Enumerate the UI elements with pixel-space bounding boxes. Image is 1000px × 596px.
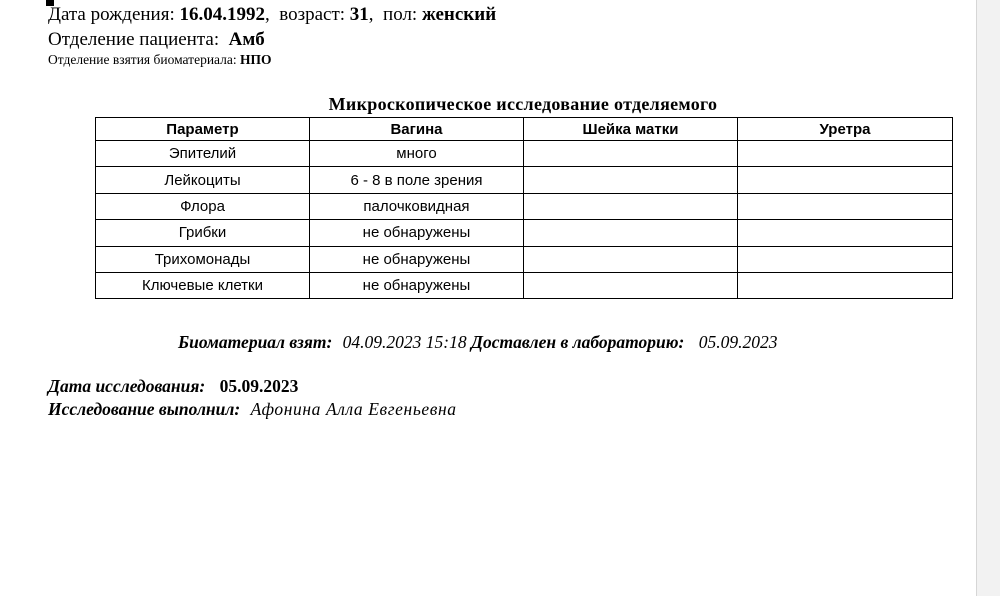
cell-urethra: [738, 167, 953, 193]
header-vagina: Вагина: [310, 118, 524, 141]
cell-vagina: не обнаружены: [310, 272, 524, 298]
performer-label: Исследование выполнил:: [48, 399, 241, 419]
cell-urethra: [738, 193, 953, 219]
biomat-dept-value: НПО: [240, 52, 272, 67]
cell-cervix: [524, 272, 738, 298]
cell-vagina: много: [310, 141, 524, 167]
header-parameter: Параметр: [96, 118, 310, 141]
cell-vagina: 6 - 8 в поле зрения: [310, 167, 524, 193]
birth-line: Дата рождения: 16.04.1992, возраст: 31, пол: женский: [48, 4, 497, 25]
cell-parameter: Эпителий: [96, 141, 310, 167]
study-date-value: 05.09.2023: [219, 376, 299, 396]
birth-label: Дата рождения:: [48, 4, 175, 25]
cell-vagina: палочковидная: [310, 193, 524, 219]
table-row: [96, 272, 953, 298]
cell-urethra: [738, 272, 953, 298]
table-row: [96, 246, 953, 272]
cell-urethra: [738, 220, 953, 246]
table-title: Микроскопическое исследование отделяемого: [328, 94, 718, 114]
header-cervix: Шейка матки: [524, 118, 738, 141]
study-date-label: Дата исследования:: [48, 376, 206, 396]
patient-dept-line: [48, 29, 265, 51]
cell-parameter: Трихомонады: [96, 246, 310, 272]
patient-dept-label: Отделение пациента:: [48, 29, 220, 50]
cell-vagina: не обнаружены: [310, 246, 524, 272]
age-value: 31: [349, 4, 369, 25]
cell-cervix: [524, 246, 738, 272]
table-row: [96, 193, 953, 219]
cell-cervix: [524, 193, 738, 219]
cell-cervix: [524, 141, 738, 167]
biomat-dept-line: [48, 52, 272, 68]
patient-dept-value: Амб: [228, 29, 265, 50]
sample-taken-label: Биоматериал взят:: [178, 332, 333, 352]
age-label: возраст:: [279, 4, 346, 25]
table-header-row: [96, 118, 953, 141]
sample-line: [178, 332, 778, 353]
biomat-dept-label: Отделение взятия биоматериала:: [48, 52, 237, 67]
cell-cervix: [524, 220, 738, 246]
birth-date: 16.04.1992: [179, 4, 265, 25]
study-date-line: [48, 376, 298, 397]
table-row: [96, 220, 953, 246]
sample-delivered-value: 05.09.2023: [698, 332, 778, 352]
cell-urethra: [738, 141, 953, 167]
table-row: [96, 167, 953, 193]
cell-cervix: [524, 167, 738, 193]
cell-parameter: Грибки: [96, 220, 310, 246]
cell-urethra: [738, 246, 953, 272]
table-row: [96, 141, 953, 167]
cell-parameter: Ключевые клетки: [96, 272, 310, 298]
sex-value: женский: [421, 4, 497, 25]
performer-value: Афонина Алла Евгеньевна: [250, 399, 457, 419]
sample-delivered-label: Доставлен в лабораторию:: [470, 332, 685, 352]
cell-vagina: не обнаружены: [310, 220, 524, 246]
cell-parameter: Флора: [96, 193, 310, 219]
results-table: [95, 117, 953, 299]
cell-parameter: Лейкоциты: [96, 167, 310, 193]
header-urethra: Уретра: [738, 118, 953, 141]
performer-line: [48, 399, 457, 420]
sample-taken-value: 04.09.2023 15:18: [342, 332, 467, 352]
sex-label: пол:: [383, 4, 418, 25]
